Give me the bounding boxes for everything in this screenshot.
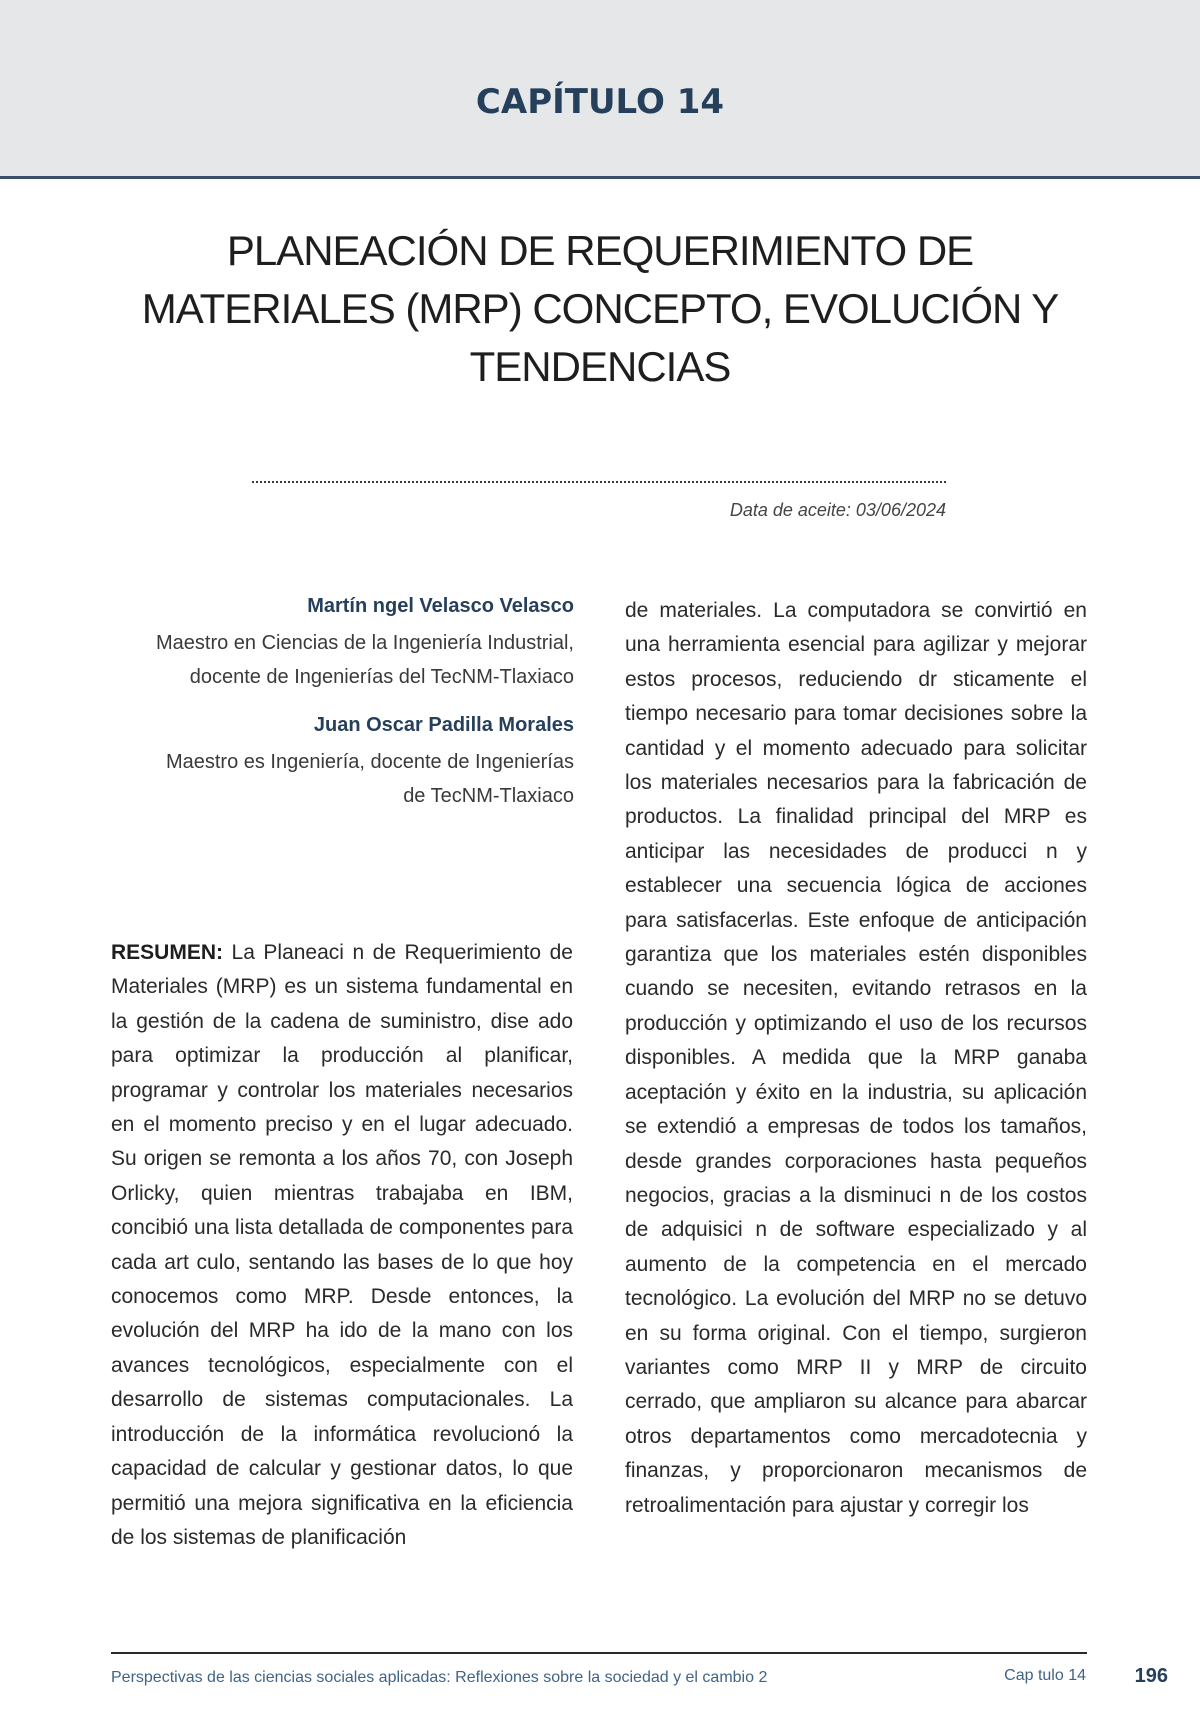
acceptance-date: Data de aceite: 03/06/2024: [729, 500, 946, 520]
title-line: PLANEACIÓN DE REQUERIMIENTO DE: [226, 227, 974, 274]
title-line: TENDENCIAS: [469, 343, 731, 390]
author-name: Juan Oscar Padilla Morales: [313, 714, 574, 736]
chapter-header-band: [0, 0, 1200, 179]
author-name: Martín ngel Velasco Velasco: [307, 595, 574, 617]
footer-chapter: Cap tulo 14: [1004, 1667, 1086, 1684]
abstract-column-right: [625, 594, 1087, 1523]
author-affiliation: Maestro en Ciencias de la Ingeniería Industrial, docente de Ingenierías del TecNM-Tlaxiaco: [155, 632, 574, 688]
author-affiliation: Maestro es Ingeniería, docente de Ingenierías de TecNM-Tlaxiaco: [165, 751, 574, 807]
abstract-column-left: [111, 936, 573, 1555]
title-line: MATERIALES (MRP) CONCEPTO, EVOLUCIÓN Y: [141, 285, 1059, 332]
footer-book-title: Perspectivas de las ciencias sociales aplicadas: Reflexiones sobre la sociedad y el cambio 2: [111, 1669, 768, 1686]
title-divider: [252, 481, 946, 483]
footer-divider: [111, 1652, 1087, 1654]
page-number: 196: [1134, 1665, 1168, 1687]
document-title: [100, 222, 1100, 396]
authors-block: [150, 595, 574, 833]
abstract-label: RESUMEN:: [111, 941, 224, 964]
chapter-label: CAPÍTULO 14: [475, 82, 725, 122]
abstract-text-right: de materiales. La computadora se convirtió en una herramienta esencial para agilizar y mejorar estos procesos, reduciendo dr sticamente el tiempo necesario para tomar decisiones sobre la cantidad y el momento adecuado para solicitar los materiales necesarios para la fabricación de productos. La finalidad principal del MRP es anticipar las necesidades de producci n y establecer una secuencia lógica de acciones para satisfacerlas. Este enfoque de anticipación garantiza que los materiales estén disponibles cuando se necesiten, evitando retrasos en la producción y optimizando el uso de los recursos disponibles. A medida que la MRP ganaba aceptación y éxito en la industria, su aplicación se extendió a empresas de todos los tamaños, desde grandes corporaciones hasta pequeños negocios, gracias a la disminuci n de los costos de adquisici n de software especializado y al aumento de la competencia en el mercado tecnológico. La evolución del MRP no se detuvo en su forma original. Con el tiempo, surgieron variantes como MRP II y MRP de circuito cerrado, que ampliaron su alcance para abarcar otros departamentos como mercadotecnia y finanzas, y proporcionaron mecanismos de retroalimentación para ajustar y corregir los: [625, 599, 1087, 1517]
abstract-text-left: La Planeaci n de Requerimiento de Materiales (MRP) es un sistema fundamental en la gestión de la cadena de suministro, dise ado para optimizar la producción al planificar, programar y controlar los materiales necesarios en el momento preciso y en el lugar adecuado. Su origen se remonta a los años 70, con Joseph Orlicky, quien mientras trabajaba en IBM, concibió una lista detallada de componentes para cada art culo, sentando las bases de lo que hoy conocemos como MRP. Desde entonces, la evolución del MRP ha ido de la mano con los avances tecnológicos, especialmente con el desarrollo de sistemas computacionales. La introducción de la informática revolucionó la capacidad de calcular y gestionar datos, lo que permitió una mejora significativa en la eficiencia de los sistemas de planificación: [111, 941, 573, 1549]
